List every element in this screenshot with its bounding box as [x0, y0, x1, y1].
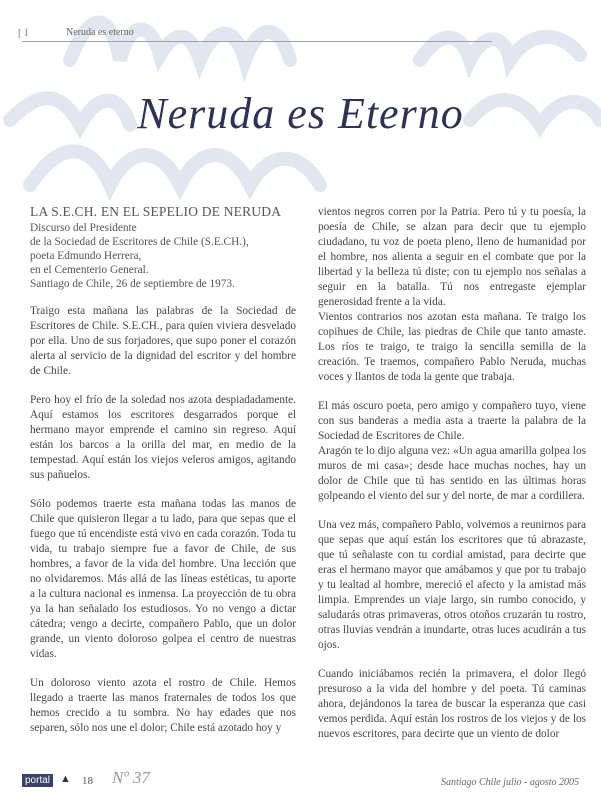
- issue-info: Santiago Chile julio - agosto 2005: [440, 777, 579, 788]
- subtitle-line: poeta Edmundo Herrera,: [30, 250, 142, 262]
- article-subtitle: [30, 221, 249, 291]
- paragraph: Un doloroso viento azota el rostro de Chile. Hemos llegado a traerte las manos fraternales de todos los que hemos crecido a tu sombra. No hay edades que nos separen, sólo nos une el dolor; Chile está azotado hoy y: [30, 677, 296, 734]
- subtitle-line: de la Sociedad de Escritores de Chile (S.E.CH.),: [30, 236, 249, 248]
- paragraph: Aragón te lo dijo alguna vez: «Un agua amarilla golpea los muros de mi casa»; desde hace muchas noches, hay un dolor de Chile que tú has sentido en las últimas horas golpeando el viento del sur y del norte, de mar a cordillera.: [318, 445, 586, 502]
- handwritten-note: Nº 37: [112, 768, 150, 787]
- paragraph: Sólo podemos traerte esta mañana todas las manos de Chile que quisieron llegar a tu lado, para que sepas que el fuego que tú encendiste está vivo en cada corazón. Toda tu vida, tu trabajo siempre fue a favor de Chile, de sus hombres, a favor de la vida del hombre. Una lección que no olvidaremos. Más allá de las líneas estéticas, tu aporte a la cultura nacional es inmensa. La proyección de tu obra ya la han señalado los estudiosos. Yo no vengo a dictar cátedra; vengo a decirte, compañero Pablo, que un dolor grande, un viento doloroso golpea el centro de nuestras vidas.: [30, 498, 296, 660]
- subtitle-line: Discurso del Presidente: [30, 222, 137, 234]
- article-heading: LA S.E.CH. EN EL SEPELIO DE NERUDA: [30, 204, 282, 219]
- paragraph: El más oscuro poeta, pero amigo y compañero tuyo, viene con sus banderas a media asta a traerte la palabra de la Sociedad de Escritores de Chile.: [318, 400, 586, 442]
- running-header: Neruda es eterno: [66, 27, 134, 38]
- paragraph: Cuando iniciábamos recién la primavera, el dolor llegó presuroso a la vida del hombre y del poeta. Tú caminas ahora, dejándonos la tarea de buscar la esperanza que casi vemos perdida. Aquí están los rostros de los viejos y de los nuevos escritores, para decirte que un viento de dolor: [318, 668, 586, 740]
- paragraph: Pero hoy el frío de la soledad nos azota despiadadamente. Aquí estamos los escritores desgarrados porque el hermano mayor emprende el camino sin regreso. Aquí están los barcos a la orilla del mar, en medio de la tempestad. Aquí están los viejos veleros amigos, agitando sus pañuelos.: [30, 394, 296, 481]
- header-rule: [22, 41, 492, 42]
- logo-mark-icon: ▲: [60, 773, 71, 785]
- paragraph: vientos negros corren por la Patria. Pero tú y tu poesía, la poesía de Chile, se alzan para decir que tu ejemplo ciudadano, tu voz de poeta pleno, lleno de humanidad por el hombre, nos alienta a seguir en el combate que por la libertad y la belleza tú diste; con tu ejemplo nos señalas a seguir en la batalla. Tú nos entregaste ejemplar generosidad frente a la vida.: [318, 206, 586, 308]
- paragraph: Una vez más, compañero Pablo, volvemos a reunirnos para que sepas que aquí están los escritores que tú abrazaste, que tú señalaste con tu cordial amistad, para decirte que eras el hermano mayor que amábamos y que por tu trabajo y tu lealtad al hombre, mereció el afecto y la amistad más limpia. Emprendes un viaje largo, sin rumbo conocido, y saludarás otras primaveras, otros otoños cruzarán tu rostro, otras lluvias vendrán a inundarte, otras luces acudirán a tus ojos.: [318, 519, 586, 651]
- subtitle-line: en el Cementerio General.: [30, 264, 149, 276]
- paragraph: Traigo esta mañana las palabras de la Sociedad de Escritores de Chile. S.E.CH., para quien viviera desvelado por ella. Uno de sus forjadores, que supo poner el corazón alerta al servicio de la dignidad del escritor y del hombre de Chile.: [30, 305, 296, 377]
- left-column: [30, 304, 296, 736]
- right-column: [318, 205, 586, 742]
- paragraph: Vientos contrarios nos azotan esta mañana. Te traigo los copihues de Chile, las piedras de Chile que tanto amaste. Los ríos te traigo, te traigo la sencilla semilla de la creación. Te traemos, compañero Pablo Neruda, muchas voces y llantos de toda la gente que trabaja.: [318, 311, 586, 383]
- header-mark: [ 1: [18, 28, 29, 39]
- page-title: Neruda es Eterno: [137, 89, 464, 138]
- page-number: 18: [82, 775, 93, 787]
- portal-logo: portal: [22, 774, 53, 787]
- subtitle-line: Santiago de Chile, 26 de septiembre de 1973.: [30, 278, 235, 290]
